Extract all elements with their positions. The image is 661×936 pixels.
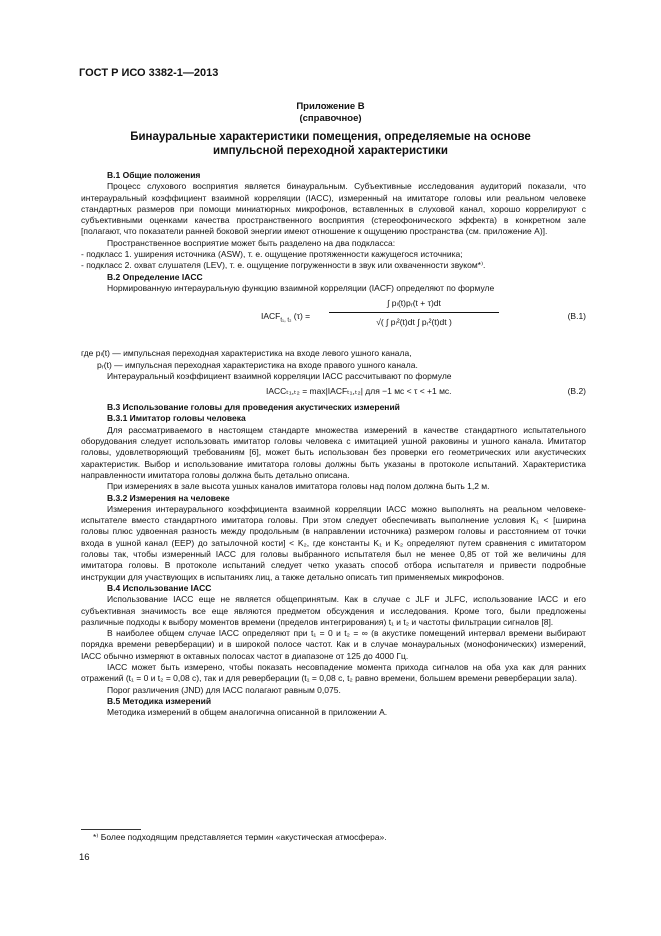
formula-numerator: ∫ pₗ(t)pᵣ(t + τ)dt: [329, 298, 499, 312]
paragraph: Методика измерений в общем аналогична описанной в приложении А.: [107, 707, 388, 718]
list-item: - подкласс 2. охват слушателя (LEV), т. е. ощущение погруженности в звук или охваченности звуком*⁾.: [81, 260, 486, 271]
list-item: - подкласс 1. уширения источника (ASW), т. е. ощущение протяженности кажущегося источника;: [81, 249, 463, 260]
footnote: *⁾ Более подходящим представляется термин «акустическая атмосфера».: [93, 832, 387, 842]
formula-number: (В.1): [567, 311, 586, 322]
paragraph: IACC может быть измерено, чтобы показать несовпадение момента прихода сигналов на оба уха как для ранних отражений (t₁ = 0 и t₂ = 0,08 с), так и для реверберации (t₁ = 0,08 с, t₂ равно времени, большем времени реверберации зала).: [81, 661, 586, 684]
formula-denominator: √( ∫ pₗ²(t)dt ∫ pᵣ²(t)dt ): [376, 316, 452, 327]
footnote-divider: [81, 829, 141, 830]
where-line: pᵣ(t) — импульсная переходная характеристика на входе правого ушного канала.: [97, 359, 418, 370]
paragraph: Измерения интераурального коэффициента взаимной корреляции IACC можно выполнять на реальном человеке-испытателе вместо стандартного имитатора головы. При этом следует обеспечивать выполнение условия K₁ < [ширина головы плюс удвоенная разность между продольным (в направлении источника) размером головы и расстоянием от точки входа в ушной канал (EEP) до затылочной кости] < K₂, где константы K₁ и K₂ определяют путем сравнения с имитатором головы так, чтобы измеренный IACC для головы выбранного испытателя был не менее 0,85 от той же величины для имитатора головы. В протоколе испытаний следует четко указать способ отбора испытателя и привести подробные инструкции для участвующих в испытаниях лиц, а также детально описать тип применяемых микрофонов.: [81, 503, 586, 582]
page-title: [0, 130, 661, 158]
paragraph: Пространственное восприятие может быть разделено на два подкласса:: [107, 237, 396, 248]
document-header: ГОСТ Р ИСО 3382-1—2013: [79, 67, 219, 79]
appendix-type: (справочное): [299, 113, 362, 124]
paragraph: Для рассматриваемого в настоящем стандарте множества измерений в качестве стандартного испытательного оборудования следует использовать имитатор головы человека с имитацией ушной раковины и ушного канала. Имитатор головы, удовлетворяющий требованиям [6], может быть использован без проверки его геометрических или акустических характеристик. Выбор и использование имитатора головы должны быть указаны в протоколе испытаний. Характеристика направленности имитатора головы должна быть детально описана.: [81, 424, 586, 480]
formula-body: IACCₜ₁,ₜ₂ = max|IACFₜ₁,ₜ₂| для −1 мс < τ < +1 мс.: [266, 386, 452, 397]
paragraph: Использование IACC еще не является общепринятым. Как в случае с JLF и JLFC, использование IACC и его субъективная значимость все еще являются предметом обсуждения и исследования. Кроме того, были предложены различные подходы к выбору моментов времени (пределов интегрирования) t₁ и t₂ и частоты фильтрации сигналов [8].: [81, 594, 586, 627]
appendix-label: [0, 101, 661, 125]
where-line: где pₗ(t) — импульсная переходная характеристика на входе левого ушного канала,: [81, 348, 412, 359]
formula-b2: [81, 383, 586, 401]
title-line-2: импульсной переходной характеристики: [213, 145, 448, 157]
paragraph: Процесс слухового восприятия является бинауральным. Субъективные исследования аудиторий показали, что интерауральный коэффициент взаимной корреляции (IACC), измеренный на имитаторе головы или реальном человеке стандартных размеров при помощи миниатюрных микрофонов, вставленных в слуховой канал, хорошо коррелируют с субъективными оценками качества пространственного восприятия (стереофонического эффекта) в конкретном зале [полагают, что показатели ранней боковой энергии имеют отношение к ощущению пространства (см. приложение А)].: [81, 181, 586, 237]
formula-number: (В.2): [567, 386, 586, 397]
paragraph: Интерауральный коэффициент взаимной корреляции IACC рассчитывают по формуле: [107, 370, 452, 381]
section-heading-b1: В.1 Общие положения: [107, 170, 201, 180]
formula-lhs: $IACF_{t_1, t_2}$ (τ) =: [261, 311, 311, 324]
section-heading-b2: В.2 Определение IACC: [107, 271, 203, 282]
subsection-heading: В.3.2 Измерения на человеке: [107, 492, 230, 503]
document-body: [81, 170, 586, 718]
paragraph: В наиболее общем случае IACC определяют при t₁ = 0 и t₂ = ∞ (в акустике помещений интервал времени выбирают порядка времени реверберации) и в широкой полосе частот. Как и в случае монауральных (монофонических) измерений, IACC обычно измеряют в октавных полосах частот в диапазоне от 125 до 4000 Гц.: [81, 628, 586, 661]
formula-fraction: [329, 298, 499, 328]
appendix-title: Приложение В: [296, 101, 365, 112]
paragraph: Порог различения (JND) для IACC полагают равным 0,075.: [107, 684, 341, 695]
section-heading-b4: В.4 Использование IACC: [107, 582, 212, 593]
section-heading-b3: В.3 Использование головы для проведения акустических измерений: [107, 402, 400, 413]
paragraph: Нормированную интерауральную функцию взаимной корреляции (IACF) определяют по формуле: [107, 282, 495, 293]
subsection-heading: В.3.1 Имитатор головы человека: [107, 413, 246, 424]
formula-b1: [81, 296, 586, 346]
page-number: 16: [79, 852, 90, 863]
section-heading-b5: В.5 Методика измерений: [107, 695, 212, 706]
paragraph: При измерениях в зале высота ушных каналов имитатора головы над полом должна быть 1,2 м.: [107, 481, 490, 492]
title-line-1: Бинауральные характеристики помещения, определяемые на основе: [130, 131, 531, 143]
